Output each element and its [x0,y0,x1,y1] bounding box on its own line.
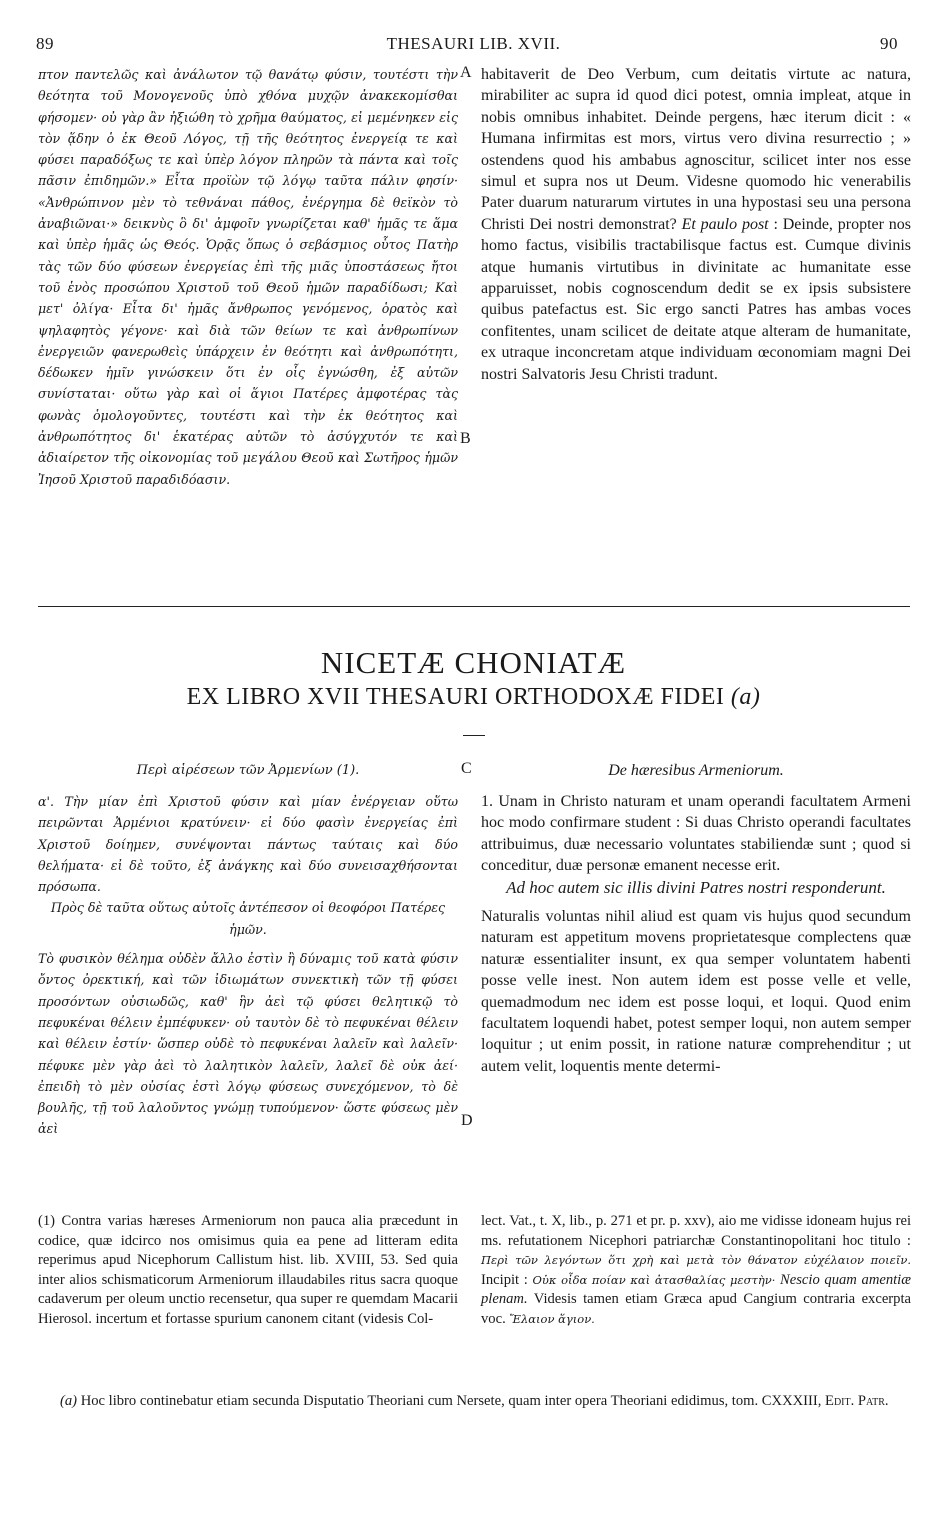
footnote-1-italic: Nescio quam amentiæ plenam. [481,1271,911,1307]
latin-paragraph-1: 1. Unam in Christo naturam et unam operandi facultatem Armeni hoc modo confirmare student : Si duas Christo operandi facultates attribuimus, duæ necessario voluntates stabiliendæ sunt ; quod si conceditur, duæ personæ emanent necesse erit. [481,793,911,875]
running-title: THESAURI LIB. XVII. [386,34,561,53]
latin-reply-heading: Ad hoc autem sic illis divini Patres nostri responderunt. [506,877,886,897]
top-latin-text [481,64,911,385]
section-title: NICETÆ CHONIATÆ [320,645,627,680]
footnote-1-right-c: Videsis tamen etiam Græca apud Cangium contraria excerpta voc. [481,1291,911,1327]
greek-reply-heading: Πρὸς δὲ ταῦτα οὕτως αὐτοῖς ἀντέπεσον οἱ θεοφόροι Πατέρες ἡμῶν. [50,900,446,937]
footnote-a-edit: Edit. Patr. [825,1393,889,1409]
footnote-a-body: Hoc libro continebatur etiam secunda Disputatio Theoriani cum Nersete, quam inter opera Theoriani edidimus, tom. CXXXIII, [80,1393,822,1409]
top-greek-text: πτον παντελῶς καὶ ἀνάλωτον τῷ θανάτῳ φύσιν, τουτέστι τὴν θεότητα τοῦ Μονογενοῦς ὑπὸ χθόνα μυχῷν ἀνακεκομίσθαι φήσομεν· οὐ γὰρ ἂν ἠξιώθη τὸ χρῆμα θαύματος, εἰ μεμένηκεν εἰς τὸν ᾅδην ὁ ἐκ Θεοῦ Λόγος, τῇ τῆς θεότητος ἐνεργείᾳ τε καὶ φύσει παραδόξως τε καὶ ὑπὲρ λόγον πληρῶν τὰ πάντα καὶ τοῖς πᾶσιν ἐπιδημῶν.» Εἶτα προϊὼν τῷ λόγῳ ταῦτα πάλιν φησίν· «Ἀνθρώπινον μὲν τὸ τεθνάναι πάθος, ἐνέργημα δὲ θεϊκὸν τὸ ἀναβιῶναι·» δεικνὺς ὃ δι' ἀμφοῖν γνωρίζεται καθ' ἡμᾶς τε ἅμα καὶ ὑπὲρ ἡμᾶς ὡς Θεός. Ὁρᾷς ὅπως ὁ σεβάσμιος οὗτος Πατὴρ τὰς τῶν δύο φύσεων ἐνεργείας ἐπὶ τῆς μιᾶς ὑποστάσεως ἤτοι τοῦ ἑνὸς προσώπου Χριστοῦ τοῦ Θεοῦ ἡμῶν παραδίδωσι; Καὶ μετ' ὀλίγα· Εἶτα δι' ἡμᾶς ἄνθρωπος γενόμενος, ὁρατὸς καὶ ψηλαφητὸς γέγονε· καὶ διὰ τῶν θείων τε καὶ ἀνθρωπίνων ἐνεργειῶν φανερωθεὶς ὑπάρχειν ἐν θεότητι καὶ ἀνθρωπότητι, δέδωκεν ἡμῖν γινώσκειν ὅτι ἐν οἷς ἐγνώσθη, ἐξ αὐτῶν συνίσταται· οὕτω γὰρ καὶ οἱ ἅγιοι Πατέρες ἀμφοτέρας τὰς φωνὰς ὁμολογοῦντες, τουτέστι καὶ τὴν ἐκ θεότητος καὶ ἀνθρωπότητος δι' ἑκατέρας αὐτῶν τὸ ἀσύγχυτόν τε καὶ ἀδιαίρετον τῆς οἰκονομίας τοῦ μεγάλου Θεοῦ καὶ Σωτῆρος ἡμῶν Ἰησοῦ Χριστοῦ παραδιδόασιν. [38,67,458,487]
left-page-number: 89 [36,34,54,53]
section-rule [38,606,910,607]
footnote-1-right [481,1212,911,1329]
footnote-1-right-a: lect. Vat., t. X, lib., p. 271 et pr. p. xxv), aio me vidisse idoneam hujus rei ms. refutationem Nicephori patriarchæ Constantinopolitani hoc titulo : [481,1213,911,1249]
section-subtitle [0,684,947,711]
footnote-1-greek-incipit: Οὐκ οἶδα ποίαν καὶ ἀτασθαλίας μεστὴν· [532,1272,776,1287]
margin-letter-b: B [460,430,471,447]
footnote-a-text [38,1392,911,1412]
top-greek-column [38,64,458,490]
greek-heading: Περὶ αἱρέσεων τῶν Ἀρμενίων (1). [136,763,360,778]
footnote-1-right-text [481,1212,911,1329]
greek-paragraph-2: Τὸ φυσικὸν θέλημα οὐδὲν ἄλλο ἐστὶν ἢ δύναμις τοῦ κατὰ φύσιν ὄντος ὀρεκτική, καὶ τῶν ἰδιωμάτων συνεκτικὴ τῶν τῇ φύσει προσόντων οὐσιωδῶς, καθ' ἣν ἀεὶ τῷ φύσει θελητικῷ τὸ πεφυκέναι θέλειν ἐμπέφυκεν· οὐ ταυτὸν δὲ τὸ πεφυκέναι θέλειν καὶ θέλειν ἐστίν· ὥσπερ οὐδὲ τὸ πεφυκέναι λαλεῖν καὶ λαλεῖν· πέφυκε μὲν γὰρ ἀεὶ τὸ λαλητικὸν λαλεῖν, λαλεῖ δὲ οὐκ ἀεί· ἐπειδὴ τὸ μὲν οὐσίας ἐστὶ λόγῳ φύσεως συνεχόμενον, τὸ δὲ βουλῆς, τῇ τοῦ λαλοῦντος γνώμῃ τυπούμενον· ὥστε φύσεως μὲν ἀεὶ [38,951,458,1137]
top-latin-text-1: habitaverit de Deo Verbum, cum deitatis virtute ac natura, mirabiliter ac supra id quod dici potest, omnia impleat, atque in nobis omnibus inhabitet. Deinde pergens, hæc iterum dicit : « Humana infirmitas est mors, virtus vero divina resurrectio ; » ostendens quod his ambabus agnoscitur, scilicet inter nos esse simul et supra nos ut Deum. Videsne quomodo hic venerabilis Pater duarum naturarum virtutes in una hypostasi seu una persona Christi Dei nostri demonstrat? [481,66,911,233]
top-latin-text-2: : Deinde, propter nos homo factus, visibilis tractabilisque factus est. Cumque divinis atque humanis virtutibus in divinitate ac humanitate esse apparuisset, nobis cognoscendum dedit se ex ipsis subsistere quibus patefactus est. Sic ergo sancti Patres has ambas voces confitentes, unam scilicet de deitate atque alteram de humanitate, ex utraque inconcretam atque individuam œconomiam magni Dei nostri Salvatoris Jesu Christi tradunt. [481,215,912,383]
greek-paragraph-1: α'. Τὴν μίαν ἐπὶ Χριστοῦ φύσιν καὶ μίαν ἐνέργειαν οὕτω πειρῶνται Ἀρμένιοι κρατύνειν· εἰ δύο φασὶν ἐνεργείας ἐπὶ Χριστοῦ δοίημεν, συνέψονται πάντως ταύταις καὶ δύο θελήματα· εἰ δὲ τοῦτο, ἐξ ἀνάγκης καὶ δύο συνεισαχθήσονται πρόσωπα. [38,794,458,895]
footnote-1-left-text: (1) Contra varias hæreses Armeniorum non pauca alia præcedunt in codice, quæ idcirco nos omisimus quia ea pene ad litteram edita reperimus apud Nicephorum Callistum hist. lib. XVIII, 53. Sed quia inter alios schismaticorum Armeniorum illaudabiles ritus sacra quoque cadaverum per oleum unctio recensetur, qua super re quemdam Macarii Hierosol. incertum et fortasse spurium canonem citant (videsis Col- [38,1213,458,1327]
footnote-1-greek-title: Περὶ τῶν λεγόντων ὅτι χρὴ καὶ μετὰ τὸν θάνατον εὐχέλαιον ποιεῖν. [481,1253,911,1267]
footnote-a-label: (a) [60,1393,78,1409]
section-subtitle-note: (a) [730,684,761,710]
section-subtitle-text: EX LIBRO XVII THESAURI ORTHODOXÆ FIDEI [186,684,725,710]
footnote-1-greek-end: Ἔλαιον ἅγιον. [509,1311,595,1326]
top-latin-italic: Et paulo post [681,215,769,233]
margin-letter-d: D [461,1112,473,1129]
latin-heading: De hæresibus Armeniorum. [608,762,784,779]
footnote-1-right-b: Incipit : [481,1271,528,1288]
footnote-1-left [38,1212,458,1329]
latin-paragraph-2: Naturalis voluntas nihil aliud est quam vis hujus quod secundum naturam est appetitum movens proprietatesque complectens quæ naturæ essentialiter insunt, ex qua semper voluntatem habenti posse velle inest. Non autem idem est posse velle et velle, quemadmodum nec idem est posse loqui, et loqui. Quod enim facultatem loquendi habet, potest semper loqui, non autem semper loquitur ; ut enim possit, in ratione naturæ comprehenditur ; ut autem velit, loquentis mente determi- [481,908,911,1075]
right-page-number: 90 [880,34,898,53]
footnote-a [38,1392,911,1412]
margin-letter-c: C [461,760,472,777]
title-dash [463,735,485,736]
body-greek-column [38,791,458,1140]
margin-letter-a: A [460,64,472,81]
body-latin-column [481,791,911,1077]
top-latin-column [481,64,911,385]
